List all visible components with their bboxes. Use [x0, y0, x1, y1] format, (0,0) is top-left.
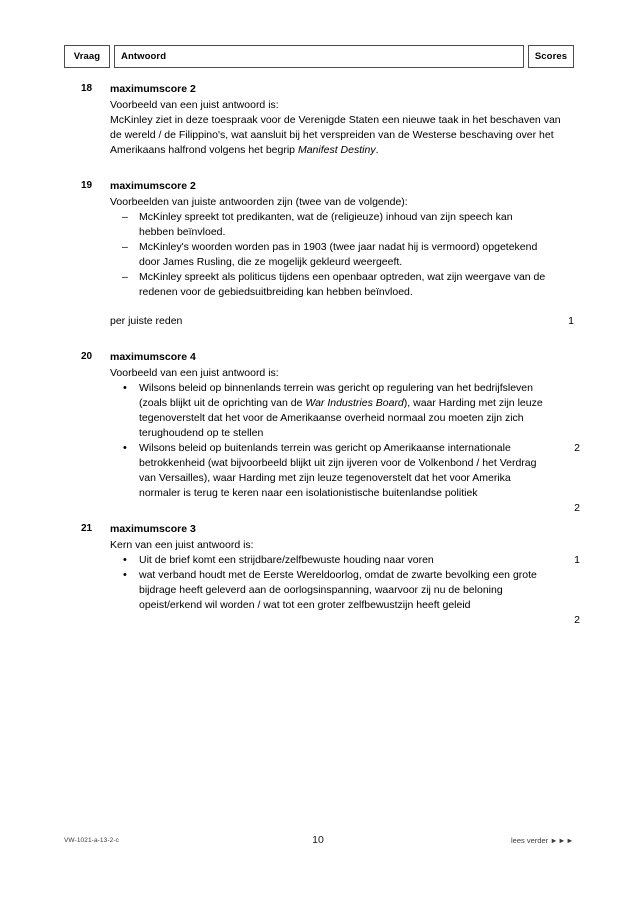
paragraph-end-18: . [375, 144, 379, 156]
question-title-21: maximumscore 3 [110, 523, 196, 535]
dash-bullet-icon: – [122, 211, 128, 223]
list-item-text-before: Wilsons beleid op binnenlands terrein was gericht op regulering van het bedrijfsleven (zoals blijkt uit de oprichting van de [139, 382, 533, 409]
list-item-text-before: wat verband houdt met de Eerste Wereldoorlog, omdat de zwarte bevolking een grote bijdrage heeft geleverd aan de oorlogsinspanning, waarvoor zij nu de beloning opeist/erkend wil worden / wat tot een groter zelfbewustzijn heeft geleid [139, 569, 537, 611]
column-header-scores-label: Scores [534, 51, 568, 62]
question-body-20 [110, 350, 580, 514]
list-item [110, 381, 580, 454]
question-number-19: 19 [81, 180, 93, 191]
spacer [64, 329, 574, 350]
list-item-text-before: Uit de brief komt een strijdbare/zelfbewuste houding naar voren [139, 554, 434, 566]
question-intro-18: Voorbeeld van een juist antwoord is: [110, 99, 279, 111]
answer-list-20 [110, 381, 580, 514]
list-item [110, 553, 580, 568]
question-block-18 [64, 82, 574, 158]
scoring-rule-19 [110, 314, 574, 329]
question-title-18: maximumscore 2 [110, 83, 196, 95]
question-number-18: 18 [81, 83, 93, 94]
list-item-text [139, 381, 574, 441]
scoring-rule-text: per juiste reden [110, 315, 183, 327]
list-item [110, 270, 574, 300]
list-item-text [139, 441, 574, 501]
spacer [64, 158, 574, 179]
score-value: 1 [574, 554, 580, 566]
column-header-question-label: Vraag [73, 51, 101, 62]
question-block-19 [64, 179, 574, 329]
score-value: 1 [568, 315, 574, 327]
list-item [110, 568, 580, 626]
list-item [110, 240, 574, 270]
footer-continue-label: lees verder [511, 836, 549, 845]
dot-bullet-icon: • [123, 442, 127, 454]
question-number-21: 21 [81, 523, 93, 534]
paragraph-text-18: McKinley ziet in deze toespraak voor de Verenigde Staten een nieuwe taak in het beschaven van de wereld / de Filippino's, wat aansluit bij het verspreiden van de Westerse beschaving over het Amerikaans halfrond volgens het begrip [110, 114, 561, 156]
question-body-21 [110, 522, 580, 626]
list-item-text-italic: War Industries Board [305, 397, 404, 409]
column-header-scores [528, 45, 574, 68]
question-block-20 [64, 350, 580, 514]
question-title-20: maximumscore 4 [110, 351, 196, 363]
list-item [110, 210, 574, 240]
list-item-text-before: Wilsons beleid op buitenlands terrein was gericht op Amerikaanse internationale betrokkenheid (wat bijvoorbeeld blijkt uit zijn ijveren voor de Volkenbond / het Verdrag van Versailles), waar Harding met zijn leuze tegenoverstelt dat het voor Amerika normaler is terug te keren naar een isolationistische buitenlandse politiek [139, 442, 537, 499]
score-value: 2 [574, 502, 580, 514]
table-header [64, 45, 574, 68]
page-footer [0, 834, 636, 854]
column-header-question [64, 45, 110, 68]
footer-document-code: VW-1021-a-13-2-c [64, 837, 119, 844]
score-value: 2 [574, 614, 580, 626]
spacer [110, 300, 574, 314]
question-block-21 [64, 522, 580, 626]
list-item [110, 441, 580, 514]
paragraph-italic-18: Manifest Destiny [297, 144, 376, 156]
dot-bullet-icon: • [123, 554, 127, 566]
question-body-18 [110, 82, 574, 158]
answer-list-21 [110, 553, 580, 626]
list-item-text [139, 553, 574, 568]
question-intro-19: Voorbeelden van juiste antwoorden zijn (twee van de volgende): [110, 196, 408, 208]
dot-bullet-icon: • [123, 382, 127, 394]
dash-bullet-icon: – [122, 241, 128, 253]
list-item-text: McKinley spreekt als politicus tijdens een openbaar optreden, wat zijn weergave van de redenen voor de gebiedsuitbreiding kan hebben beïnvloed. [139, 271, 546, 298]
dot-bullet-icon: • [123, 569, 127, 581]
score-value: 2 [574, 442, 580, 454]
question-intro-20: Voorbeeld van een juist antwoord is: [110, 367, 279, 379]
question-paragraph-18 [110, 113, 574, 158]
footer-page-number: 10 [312, 834, 324, 846]
column-header-answer-label: Antwoord [121, 51, 167, 62]
answers-content [64, 82, 580, 626]
list-item-text: McKinley's woorden worden pas in 1903 (twee jaar nadat hij is vermoord) opgetekend door James Rusling, die ze mogelijk gekleurd weergeeft. [139, 241, 538, 268]
list-item-text-after: ), waar Harding met zijn leuze tegenoverstelt dat het voor de Amerikaanse overheid normaal zou moeten zijn zich terughoudend op te stellen [139, 397, 543, 439]
question-title-19: maximumscore 2 [110, 180, 196, 192]
dash-bullet-icon: – [122, 271, 128, 283]
question-intro-21: Kern van een juist antwoord is: [110, 539, 254, 551]
triangle-right-arrows-icon: ►►► [550, 836, 574, 845]
answer-list-19 [110, 210, 574, 300]
question-number-20: 20 [81, 351, 93, 362]
question-body-19 [110, 179, 574, 329]
column-header-answer [114, 45, 524, 68]
list-item-text [139, 568, 574, 613]
spacer [64, 501, 574, 522]
footer-continue [511, 836, 574, 845]
list-item-text: McKinley spreekt tot predikanten, wat de (religieuze) inhoud van zijn speech kan hebben beïnvloed. [139, 211, 513, 238]
